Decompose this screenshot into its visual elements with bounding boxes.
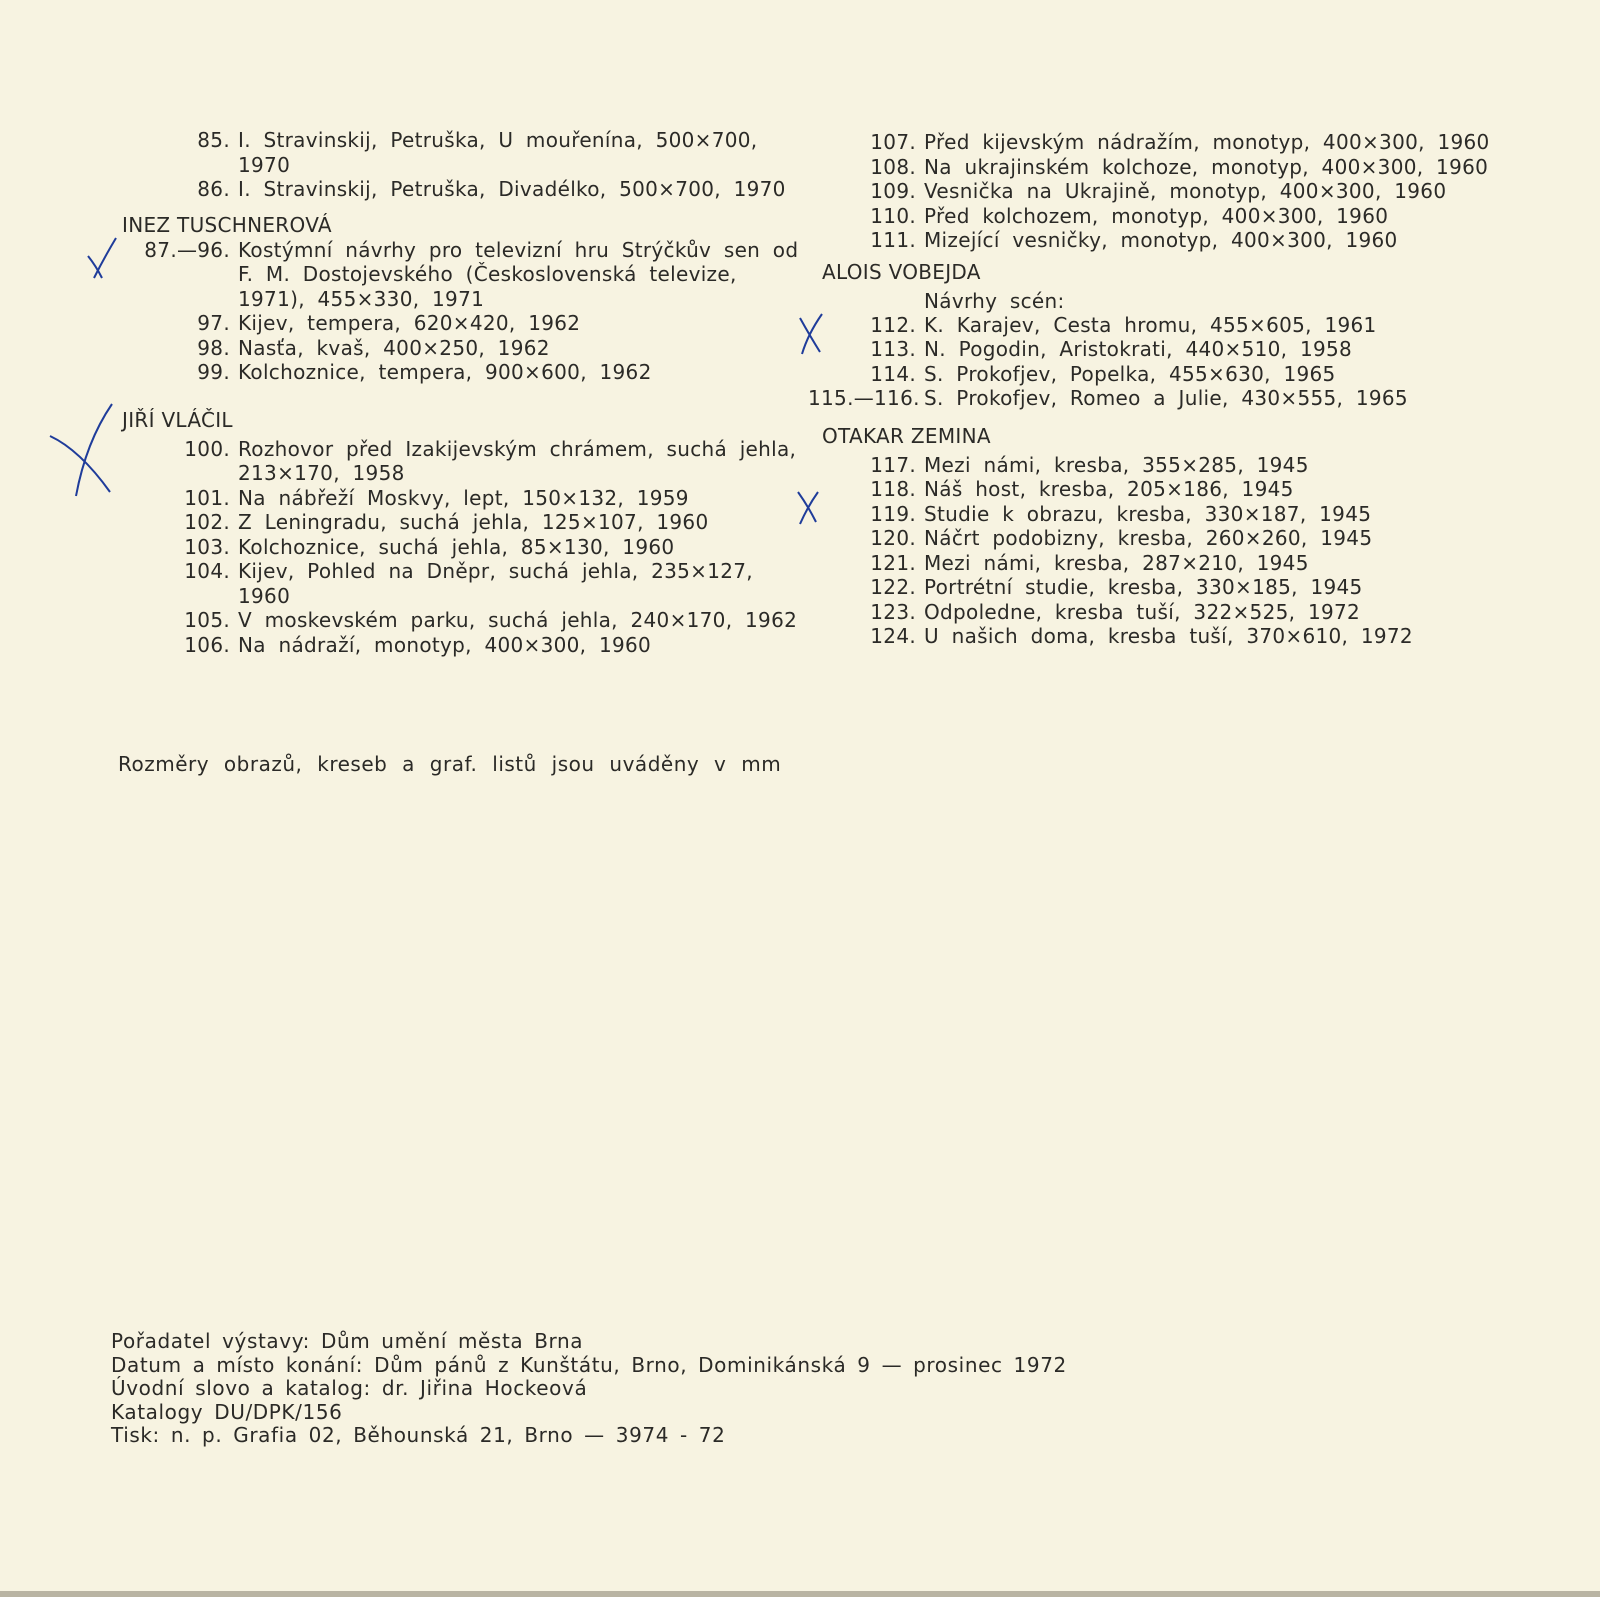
- catalog-entry: [808, 130, 1498, 155]
- catalog-entry: [120, 633, 800, 658]
- entry-number: 123.: [870, 599, 916, 624]
- page-edge-divider: [0, 1591, 1600, 1597]
- catalog-entry: [120, 177, 800, 202]
- stravinskij-entries: [120, 128, 800, 202]
- entry-text: Mezi námi, kresba, 287×210, 1945: [924, 550, 1309, 575]
- entry-text: Rozhovor před Izakijevským chrámem, suchá jehla, 213×170, 1958: [238, 436, 797, 485]
- entry-number: 86.: [197, 177, 230, 201]
- entry-number: 122.: [870, 575, 916, 599]
- catalog-entry: [808, 453, 1498, 478]
- entry-number: 97.: [197, 311, 230, 335]
- entry-text: Mezi námi, kresba, 355×285, 1945: [924, 452, 1309, 477]
- catalog-entry: [120, 238, 800, 312]
- entry-text: Náš host, kresba, 205×186, 1945: [924, 477, 1294, 501]
- vlacil-continued-entries: [808, 130, 1498, 253]
- catalog-entry: [120, 510, 800, 535]
- entry-text: Portrétní studie, kresba, 330×185, 1945: [924, 575, 1363, 599]
- entry-text: Na nádraží, monotyp, 400×300, 1960: [238, 632, 652, 657]
- entry-text: N. Pogodin, Aristokrati, 440×510, 1958: [924, 337, 1353, 361]
- dimensions-note: Rozměry obrazů, kreseb a graf. listů jsou uváděny v mm: [118, 752, 782, 776]
- entry-number: 98.: [197, 335, 230, 360]
- entry-number: 106.: [184, 632, 230, 657]
- catalog-entry: [808, 179, 1498, 204]
- entry-text: Kolchoznice, tempera, 900×600, 1962: [238, 360, 652, 384]
- colophon-organizer: Pořadatel výstavy: Dům umění města Brna: [111, 1329, 584, 1353]
- entry-number: 120.: [870, 526, 916, 550]
- colophon-catalog: Katalogy DU/DPK/156: [111, 1399, 343, 1424]
- entry-text: I. Stravinskij, Petruška, U mouřenína, 500×700, 1970: [238, 128, 758, 177]
- colophon-print: Tisk: n. p. Grafia 02, Běhounská 21, Brno — 3974 - 72: [111, 1423, 726, 1447]
- catalog-entry: [808, 386, 1498, 411]
- entry-number: 102.: [184, 510, 230, 534]
- entry-number: 117.: [870, 452, 916, 477]
- entry-number: 113.: [870, 337, 916, 361]
- catalog-entry: [808, 624, 1498, 649]
- entry-number: 115.—116.: [808, 386, 920, 410]
- catalog-entry: [120, 360, 800, 385]
- entry-text: Vesnička na Ukrajině, monotyp, 400×300, 1960: [924, 179, 1447, 203]
- vlacil-entries: [120, 437, 800, 658]
- entry-number: 87.—96.: [144, 237, 230, 262]
- entry-number: 124.: [870, 624, 916, 648]
- catalog-entry: [808, 313, 1498, 338]
- entry-text: Před kolchozem, monotyp, 400×300, 1960: [924, 203, 1389, 228]
- entry-number: 85.: [197, 128, 230, 152]
- catalog-entry: [808, 600, 1498, 625]
- entry-number: 119.: [870, 501, 916, 526]
- entry-number: 105.: [184, 608, 230, 632]
- catalog-entry: [120, 336, 800, 361]
- vobejda-subheading: Návrhy scén:: [924, 288, 1065, 313]
- entry-text: I. Stravinskij, Petruška, Divadélko, 500×700, 1970: [238, 177, 786, 201]
- colophon-date-place: Datum a místo konání: Dům pánů z Kunštátu, Brno, Dominikánská 9 — prosinec 1972: [111, 1352, 1067, 1377]
- entry-text: Náčrt podobizny, kresba, 260×260, 1945: [924, 526, 1373, 550]
- catalog-entry: [808, 575, 1498, 600]
- entry-text: S. Prokofjev, Romeo a Julie, 430×555, 1965: [924, 386, 1408, 410]
- artist-tuschnerova: INEZ TUSCHNEROVÁ: [122, 212, 332, 237]
- pen-x-mark-icon: [84, 236, 120, 282]
- entry-number: 111.: [870, 228, 916, 252]
- colophon-intro: Úvodní slovo a katalog: dr. Jiřina Hockeová: [111, 1376, 588, 1400]
- tuschnerova-entries: [120, 238, 800, 385]
- catalog-entry: [808, 362, 1498, 387]
- catalog-entry: [808, 204, 1498, 229]
- catalog-entry: [120, 486, 800, 511]
- catalog-entry: [808, 155, 1498, 180]
- catalog-entry: [120, 437, 800, 486]
- pen-x-mark-icon: [46, 400, 118, 500]
- catalog-entry: [808, 502, 1498, 527]
- entry-number: 103.: [184, 534, 230, 559]
- artist-vlacil: JIŘÍ VLÁČIL: [122, 407, 233, 432]
- entry-number: 99.: [197, 360, 230, 384]
- vobejda-entries: [808, 313, 1498, 411]
- catalog-entry: [808, 477, 1498, 502]
- entry-number: 104.: [184, 559, 230, 583]
- entry-text: Odpoledne, kresba tuší, 322×525, 1972: [924, 599, 1361, 624]
- colophon: [111, 1330, 1067, 1448]
- entry-text: Studie k obrazu, kresba, 330×187, 1945: [924, 501, 1372, 526]
- catalog-entry: [120, 559, 800, 608]
- entry-number: 118.: [870, 477, 916, 501]
- catalog-entry: [808, 337, 1498, 362]
- entry-text: Kijev, Pohled na Dněpr, suchá jehla, 235×127, 1960: [238, 559, 753, 608]
- artist-zemina: OTAKAR ZEMINA: [822, 423, 991, 448]
- catalog-entry: [120, 311, 800, 336]
- entry-text: Nasťa, kvaš, 400×250, 1962: [238, 335, 550, 360]
- artist-vobejda: ALOIS VOBEJDA: [822, 259, 981, 284]
- entry-text: Na nábřeží Moskvy, lept, 150×132, 1959: [238, 485, 689, 510]
- entry-text: Mizející vesničky, monotyp, 400×300, 1960: [924, 228, 1398, 252]
- entry-text: Na ukrajinském kolchoze, monotyp, 400×300, 1960: [924, 154, 1489, 179]
- catalog-entry: [808, 551, 1498, 576]
- entry-number: 107.: [870, 130, 916, 154]
- catalog-entry: [808, 526, 1498, 551]
- entry-number: 100.: [184, 436, 230, 461]
- entry-text: Kolchoznice, suchá jehla, 85×130, 1960: [238, 534, 675, 559]
- entry-text: U našich doma, kresba tuší, 370×610, 1972: [924, 624, 1413, 648]
- entry-text: Kostýmní návrhy pro televizní hru Strýčkův sen od F. M. Dostojevského (Československá televize, 1971), 455×330, 1971: [238, 237, 799, 311]
- entry-number: 114.: [870, 361, 916, 386]
- entry-number: 121.: [870, 550, 916, 575]
- catalog-entry: [808, 228, 1498, 253]
- entry-text: K. Karajev, Cesta hromu, 455×605, 1961: [924, 312, 1377, 337]
- entry-text: S. Prokofjev, Popelka, 455×630, 1965: [924, 361, 1336, 386]
- entry-text: V moskevském parku, suchá jehla, 240×170, 1962: [238, 608, 798, 632]
- zemina-entries: [808, 453, 1498, 649]
- catalog-entry: [120, 608, 800, 633]
- left-column: [120, 128, 800, 657]
- entry-number: 109.: [870, 179, 916, 203]
- entry-text: Před kijevským nádražím, monotyp, 400×300, 1960: [924, 130, 1490, 154]
- entry-number: 110.: [870, 203, 916, 228]
- catalog-entry: [120, 128, 800, 177]
- entry-number: 101.: [184, 485, 230, 510]
- entry-text: Z Leningradu, suchá jehla, 125×107, 1960: [238, 510, 709, 534]
- entry-number: 112.: [870, 312, 916, 337]
- catalog-entry: [120, 535, 800, 560]
- entry-number: 108.: [870, 154, 916, 179]
- right-column: [808, 130, 1498, 649]
- entry-text: Kijev, tempera, 620×420, 1962: [238, 311, 581, 335]
